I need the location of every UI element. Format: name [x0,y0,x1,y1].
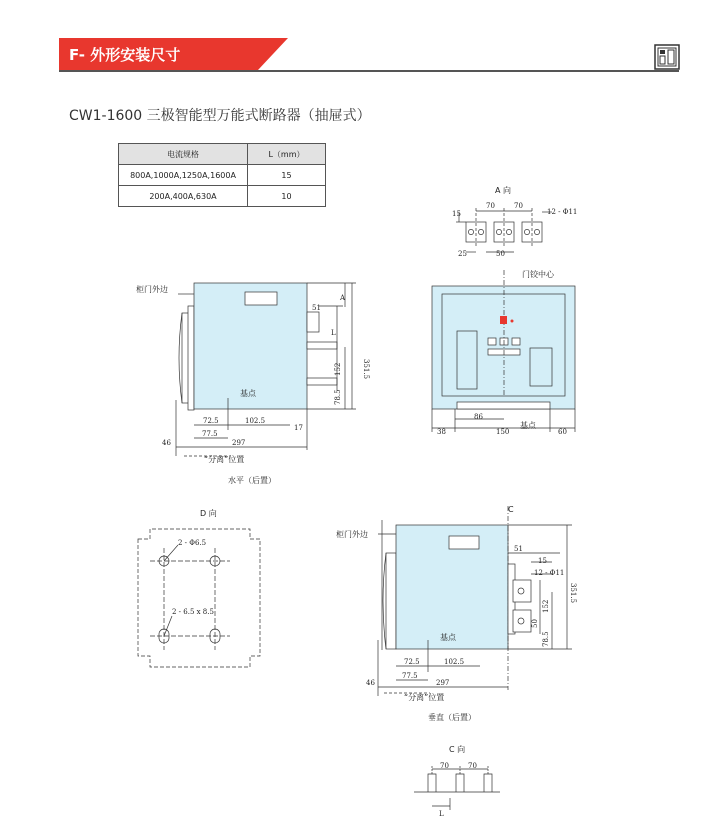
base-point-label: 基点 [440,633,456,642]
a-view-title: A 向 [495,186,512,195]
dim-label: 50 [531,619,539,628]
dim-label: 351.5 [362,359,370,380]
c-view-drawing [414,766,500,810]
dim-label: 86 [474,413,483,421]
table-cell: 10 [248,186,326,207]
dim-label: 70 [514,202,523,210]
base-point-label: 基点 [520,421,536,430]
section-title: F- 外形安装尺寸 [69,46,181,64]
c-view-title: C 向 [449,745,466,754]
dim-label: 78.5 [334,389,342,405]
dim-label: 77.5 [402,672,418,680]
dim-label: 15 [452,210,461,218]
d-view-title: D 向 [200,509,217,518]
dim-label: 12 - Φ11 [534,569,565,577]
dim-label: 46 [366,679,375,687]
dim-label: 150 [496,428,510,436]
vertical-caption: 垂直（后置） [428,713,476,722]
dim-label: 2 - Φ6.5 [178,539,207,547]
door-hinge-center-label: 门铰中心 [522,270,554,279]
dim-label: 102.5 [444,658,465,666]
dim-label: 70 [468,762,477,770]
dim-label: 46 [162,439,171,447]
dim-label: L [439,810,444,818]
dim-label: 297 [436,679,450,687]
dim-label: 15 [538,557,547,565]
disconnected-position-label: “分离”位置 [204,455,245,464]
dim-label: 50 [496,250,505,258]
column-header-current: 电流规格 [119,144,248,165]
c-marker-label: C [508,505,514,514]
dim-label: 297 [232,439,246,447]
dim-label: 70 [486,202,495,210]
column-header-l: L（mm） [248,144,326,165]
dim-label: 72.5 [203,417,219,425]
dim-label: 60 [558,428,567,436]
dim-label: 152 [542,599,550,613]
dim-label: 102.5 [245,417,266,425]
table-cell: 800A,1000A,1250A,1600A [119,165,248,186]
dim-label: 38 [437,428,446,436]
d-view-drawing [138,529,260,667]
dim-label: 2 - 6.5 x 8.5 [172,608,214,616]
dim-label: 78.5 [542,631,550,647]
dim-label: 72.5 [404,658,420,666]
dim-label: 25 [458,250,467,258]
dim-label: 51 [514,545,523,553]
dim-label: A [340,294,346,302]
dim-label: 51 [312,304,321,312]
dim-label: 351.5 [569,583,577,604]
dim-label: 12 - Φ11 [547,208,578,216]
dim-label: 17 [294,424,303,432]
dim-label: 152 [334,362,342,376]
horizontal-caption: 水平（后置） [228,476,276,485]
table-cell: 200A,400A,630A [119,186,248,207]
base-point-label: 基点 [240,389,256,398]
door-edge-label: 柜门外边 [336,530,368,539]
dim-label: L [331,329,336,337]
dim-label: 70 [440,762,449,770]
document-title: CW1-1600 三极智能型万能式断路器（抽屉式） [69,108,371,124]
disconnected-position-label: “分离”位置 [404,693,445,702]
horizontal-front-view [432,270,575,432]
door-edge-label: 柜门外边 [136,285,168,294]
a-view-drawing [456,208,552,252]
table-cell: 15 [248,165,326,186]
dim-label: 77.5 [202,430,218,438]
